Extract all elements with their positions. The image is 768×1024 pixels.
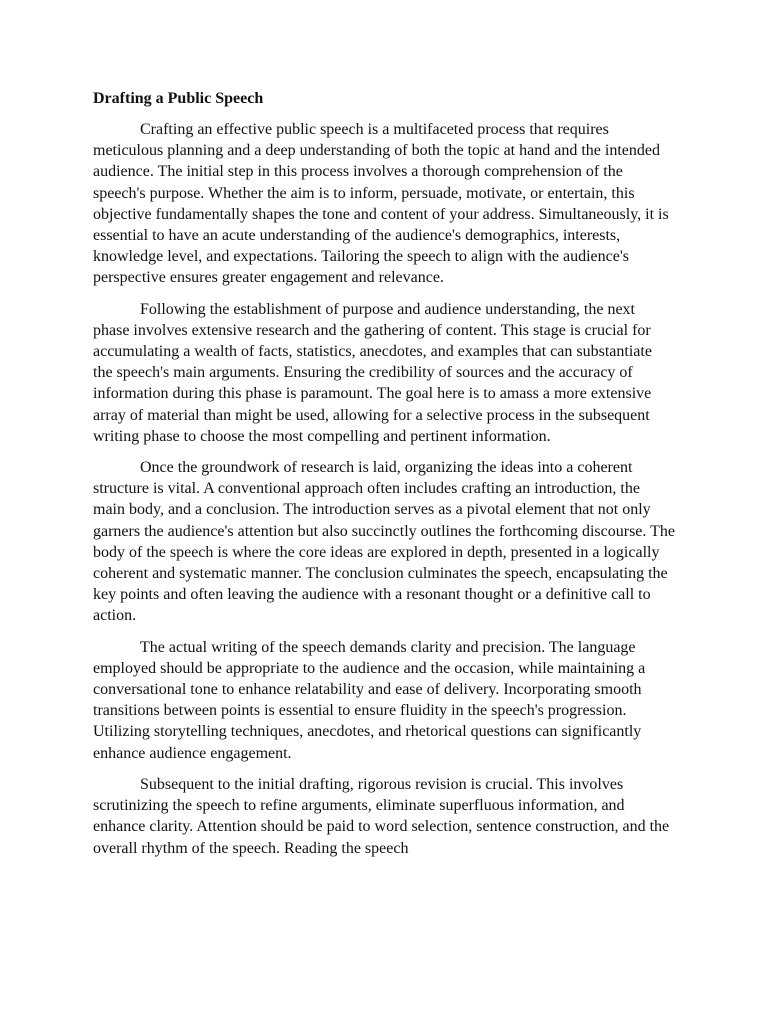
paragraph-revision: Subsequent to the initial drafting, rigorous revision is crucial. This involves scrutinizing the speech to refine arguments, eliminate superfluous information, and enhance clarity. Attention should be paid to word selection, sentence construction, and the overall rhythm of the speech. Reading the speech	[93, 775, 670, 857]
paragraph-research: Following the establishment of purpose and audience understanding, the next phase involves extensive research and the gathering of content. This stage is crucial for accumulating a wealth of facts, statistics, anecdotes, and examples that can substantiate the speech's main arguments. Ensuring the credibility of sources and the accuracy of information during this phase is paramount. The goal here is to amass a more extensive array of material than might be used, allowing for a selective process in the subsequent writing phase to choose the most compelling and pertinent information.	[93, 300, 652, 445]
paragraph-writing: The actual writing of the speech demands clarity and precision. The language employed should be appropriate to the audience and the occasion, while maintaining a conversational tone to enhance relatability and ease of delivery. Incorporating smooth transitions between points is essential to ensure fluidity in the speech's progression. Utilizing storytelling techniques, anecdotes, and rhetorical questions can significantly enhance audience engagement.	[93, 638, 646, 762]
paragraph-purpose-audience: Crafting an effective public speech is a multifaceted process that requires meticulous planning and a deep understanding of both the topic at hand and the intended audience. The initial step in this process involves a thorough comprehension of the speech's purpose. Whether the aim is to inform, persuade, motivate, or entertain, this objective fundamentally shapes the tone and content of your address. Simultaneously, it is essential to have an acute understanding of the audience's demographics, interests, knowledge level, and expectations. Tailoring the speech to align with the audience's perspective ensures greater engagement and relevance.	[93, 121, 669, 287]
document-title: Drafting a Public Speech	[93, 90, 264, 107]
paragraph-structure: Once the groundwork of research is laid, organizing the ideas into a coherent structure is vital. A conventional approach often includes crafting an introduction, the main body, and a conclusion. The introduction serves as a pivotal element that not only garners the audience's attention but also succinctly outlines the forthcoming discourse. The body of the speech is where the core ideas are explored in depth, presented in a logically coherent and systematic manner. The conclusion culminates the speech, encapsulating the key points and often leaving the audience with a resonant thought or a definitive call to action.	[93, 459, 675, 625]
document-body	[93, 88, 675, 869]
